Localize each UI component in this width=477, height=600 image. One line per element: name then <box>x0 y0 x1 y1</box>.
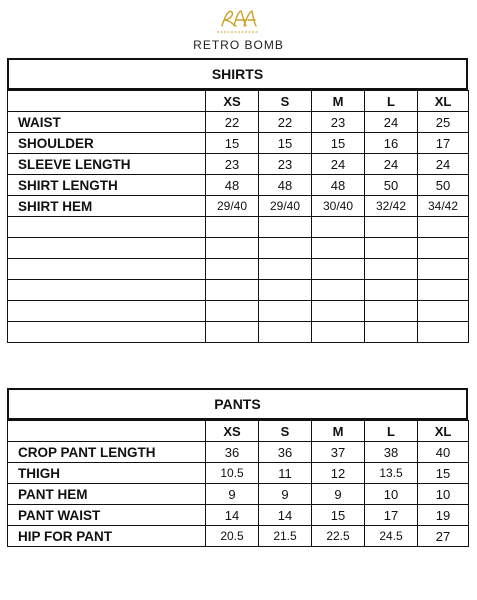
measurement-value: 14 <box>259 505 312 526</box>
measurement-value: 17 <box>365 505 418 526</box>
measurement-label: HIP FOR PANT <box>8 526 206 547</box>
empty-cell <box>365 259 418 280</box>
empty-cell <box>312 322 365 343</box>
table-row <box>8 505 469 526</box>
measurement-value: 27 <box>418 526 469 547</box>
measurement-value: 15 <box>206 133 259 154</box>
measurement-value: 29/40 <box>259 196 312 217</box>
empty-cell <box>365 301 418 322</box>
measurement-value: 15 <box>312 505 365 526</box>
measurement-label: SHIRT LENGTH <box>8 175 206 196</box>
table-row <box>8 484 469 505</box>
measurement-value: 25 <box>418 112 469 133</box>
empty-cell <box>418 238 469 259</box>
empty-cell <box>418 322 469 343</box>
empty-cell <box>312 217 365 238</box>
empty-table-row <box>8 322 469 343</box>
size-header-m: M <box>312 91 365 112</box>
measurement-value: 48 <box>206 175 259 196</box>
empty-cell <box>206 238 259 259</box>
header-corner-cell <box>8 91 206 112</box>
table-row <box>8 526 469 547</box>
empty-cell <box>259 280 312 301</box>
empty-table-row <box>8 238 469 259</box>
retro-bomb-monogram-logo-icon <box>218 8 258 30</box>
empty-table-row <box>8 259 469 280</box>
measurement-label: THIGH <box>8 463 206 484</box>
measurement-value: 12 <box>312 463 365 484</box>
table-row <box>8 463 469 484</box>
empty-cell <box>206 280 259 301</box>
empty-cell <box>259 301 312 322</box>
size-header-l: L <box>365 421 418 442</box>
measurement-value: 30/40 <box>312 196 365 217</box>
table-row <box>8 175 469 196</box>
empty-table-row <box>8 217 469 238</box>
measurement-value: 21.5 <box>259 526 312 547</box>
empty-cell <box>312 238 365 259</box>
empty-cell <box>206 301 259 322</box>
table-row <box>8 133 469 154</box>
empty-cell <box>8 280 206 301</box>
measurement-value: 23 <box>259 154 312 175</box>
measurement-label: CROP PANT LENGTH <box>8 442 206 463</box>
empty-cell <box>312 259 365 280</box>
empty-cell <box>312 280 365 301</box>
empty-cell <box>365 238 418 259</box>
empty-cell <box>8 301 206 322</box>
size-header-s: S <box>259 91 312 112</box>
measurement-value: 10 <box>365 484 418 505</box>
measurement-value: 36 <box>206 442 259 463</box>
empty-cell <box>418 280 469 301</box>
empty-cell <box>8 217 206 238</box>
measurement-value: 9 <box>206 484 259 505</box>
measurement-value: 22.5 <box>312 526 365 547</box>
empty-cell <box>8 322 206 343</box>
measurement-value: 9 <box>259 484 312 505</box>
size-header-xs: XS <box>206 91 259 112</box>
measurement-value: 22 <box>206 112 259 133</box>
measurement-value: 10 <box>418 484 469 505</box>
empty-cell <box>8 259 206 280</box>
empty-cell <box>365 322 418 343</box>
size-header-row <box>8 421 469 442</box>
measurement-value: 15 <box>312 133 365 154</box>
size-header-row <box>8 91 469 112</box>
measurement-value: 24 <box>365 112 418 133</box>
measurement-label: PANT WAIST <box>8 505 206 526</box>
table-row <box>8 112 469 133</box>
measurement-label: SHOULDER <box>8 133 206 154</box>
measurement-label: PANT HEM <box>8 484 206 505</box>
measurement-value: 14 <box>206 505 259 526</box>
measurement-value: 15 <box>418 463 469 484</box>
measurement-label: WAIST <box>8 112 206 133</box>
empty-cell <box>206 322 259 343</box>
measurement-value: 36 <box>259 442 312 463</box>
measurement-value: 16 <box>365 133 418 154</box>
empty-cell <box>206 217 259 238</box>
empty-cell <box>259 217 312 238</box>
measurement-value: 40 <box>418 442 469 463</box>
size-header-xs: XS <box>206 421 259 442</box>
measurement-value: 20.5 <box>206 526 259 547</box>
measurement-value: 9 <box>312 484 365 505</box>
shirts-section-title: SHIRTS <box>7 58 468 90</box>
empty-cell <box>365 217 418 238</box>
empty-cell <box>259 322 312 343</box>
size-header-xl: XL <box>418 421 469 442</box>
measurement-value: 10.5 <box>206 463 259 484</box>
header-corner-cell <box>8 421 206 442</box>
shirts-size-table <box>7 90 469 343</box>
empty-cell <box>259 238 312 259</box>
table-row <box>8 196 469 217</box>
measurement-value: 37 <box>312 442 365 463</box>
empty-cell <box>365 280 418 301</box>
measurement-value: 24 <box>418 154 469 175</box>
measurement-value: 24 <box>312 154 365 175</box>
measurement-value: 17 <box>418 133 469 154</box>
size-header-s: S <box>259 421 312 442</box>
empty-cell <box>259 259 312 280</box>
measurement-label: SLEEVE LENGTH <box>8 154 206 175</box>
measurement-value: 23 <box>206 154 259 175</box>
measurement-value: 32/42 <box>365 196 418 217</box>
empty-cell <box>8 238 206 259</box>
empty-cell <box>206 259 259 280</box>
size-header-l: L <box>365 91 418 112</box>
measurement-value: 50 <box>365 175 418 196</box>
measurement-value: 19 <box>418 505 469 526</box>
empty-cell <box>418 259 469 280</box>
measurement-value: 29/40 <box>206 196 259 217</box>
brand-logo <box>205 8 271 38</box>
pants-size-table <box>7 420 469 547</box>
pants-section-title: PANTS <box>7 388 468 420</box>
empty-cell <box>418 217 469 238</box>
size-header-m: M <box>312 421 365 442</box>
measurement-value: 15 <box>259 133 312 154</box>
measurement-label: SHIRT HEM <box>8 196 206 217</box>
measurement-value: 34/42 <box>418 196 469 217</box>
measurement-value: 24.5 <box>365 526 418 547</box>
brand-name: RETRO BOMB <box>193 38 284 52</box>
measurement-value: 23 <box>312 112 365 133</box>
logo-tagline-mark <box>213 30 263 34</box>
measurement-value: 48 <box>259 175 312 196</box>
empty-table-row <box>8 301 469 322</box>
measurement-value: 24 <box>365 154 418 175</box>
table-row <box>8 442 469 463</box>
empty-table-row <box>8 280 469 301</box>
measurement-value: 22 <box>259 112 312 133</box>
table-row <box>8 154 469 175</box>
measurement-value: 13.5 <box>365 463 418 484</box>
empty-cell <box>312 301 365 322</box>
measurement-value: 48 <box>312 175 365 196</box>
empty-cell <box>418 301 469 322</box>
measurement-value: 11 <box>259 463 312 484</box>
measurement-value: 50 <box>418 175 469 196</box>
size-header-xl: XL <box>418 91 469 112</box>
measurement-value: 38 <box>365 442 418 463</box>
